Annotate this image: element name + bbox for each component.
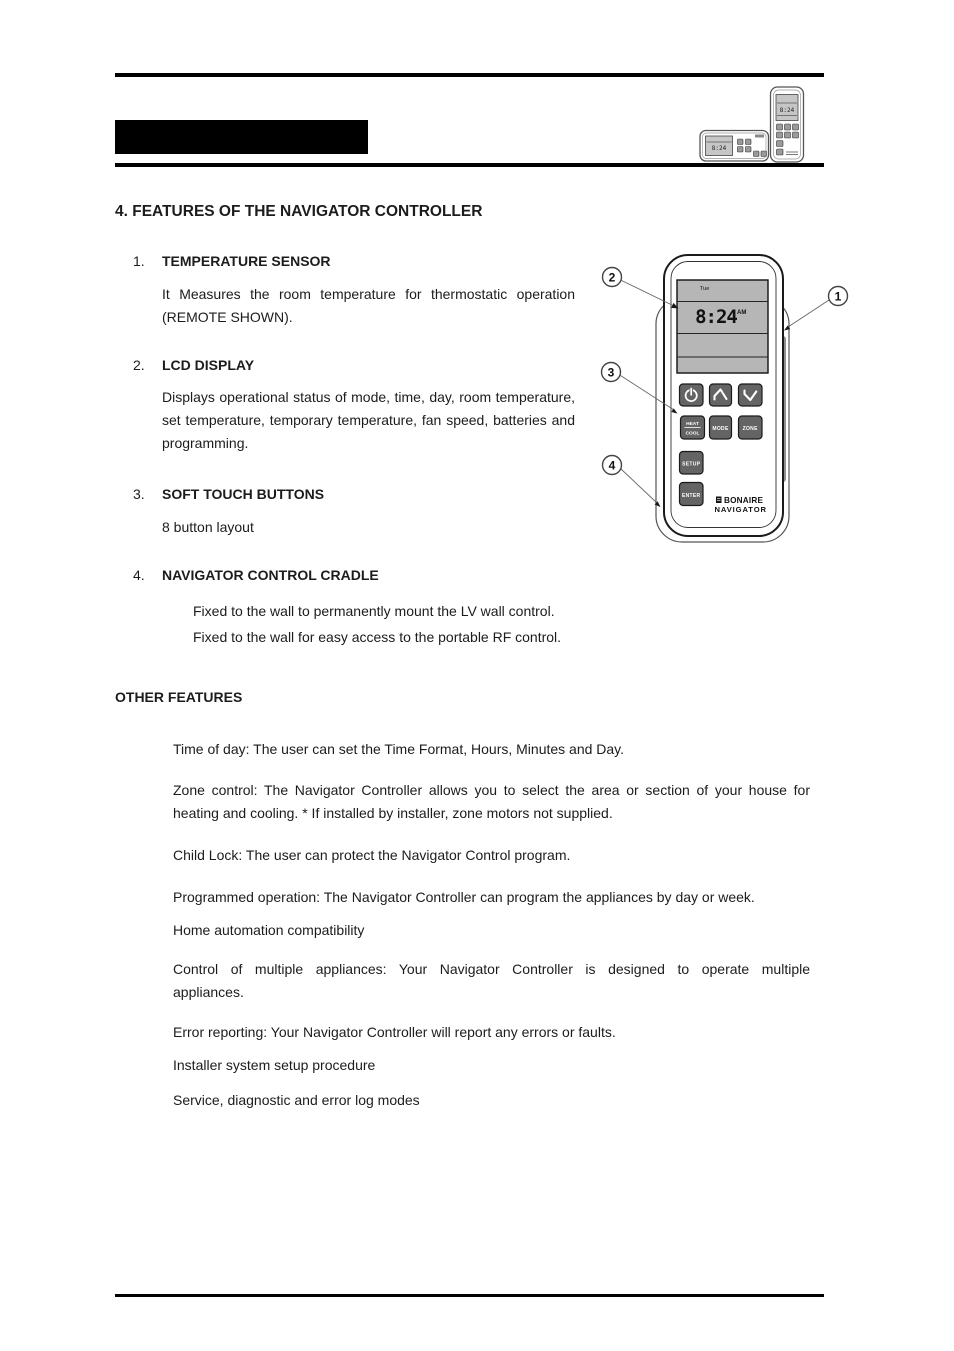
cool-label: COOL [685,431,700,437]
lcd-meridiem: AM [737,310,747,316]
feature-3-heading: SOFT TOUCH BUTTONS [162,486,325,502]
other-feature-7 [173,1021,810,1044]
feature-4-line-1: Fixed to the wall to permanently mount the LV wall control. [193,603,555,619]
setup-label: SETUP [682,461,701,468]
feature-4-body [193,598,613,650]
thumb-wall-time: 8:24 [711,145,727,152]
navigator-controller-illustration [595,248,954,548]
feature-1-heading: TEMPERATURE SENSOR [162,253,331,269]
feature-3-number: 3. [133,486,145,502]
other-feature-7-line-1: Error reporting: Your Navigator Controller will report any errors or faults. [173,1024,616,1040]
callout-4-label: 4 [608,458,616,473]
feature-1-number: 1. [133,253,145,269]
brand-name: BONAIRE [724,496,764,505]
feature-2-body [162,386,575,455]
feature-2-heading: LCD DISPLAY [162,357,255,373]
zone-label: ZONE [742,426,758,432]
power-button [680,384,704,406]
callout-4 [603,456,622,475]
feature-1-line-2: (REMOTE SHOWN). [162,309,293,325]
zone-button [739,416,763,439]
lcd-time: 8:24 [695,306,737,328]
other-feature-2 [173,779,810,825]
down-button [739,384,763,406]
other-feature-4 [173,886,810,909]
feature-2-line-1: Displays operational status of mode, time, day, room temperature, [162,389,575,405]
callout-1-label: 1 [834,289,842,304]
callout-2-label: 2 [608,270,616,285]
brand-model: NAVIGATOR [714,505,767,514]
other-feature-9-line-1: Service, diagnostic and error log modes [173,1092,420,1108]
footer-rule [115,1294,824,1297]
feature-2-line-2: set temperature, temporary temperature, fan speed, batteries and [162,412,575,428]
lcd-display [677,280,768,373]
thumb-wall-label [755,135,764,138]
enter-button [680,483,704,506]
feature-4-line-2: Fixed to the wall for easy access to the portable RF control. [193,629,562,645]
mode-label: MODE [712,426,729,432]
header-title-block [115,120,368,154]
callout-3-label: 3 [607,365,615,380]
enter-label: ENTER [681,493,701,499]
feature-3-line-1: 8 button layout [162,519,254,535]
other-feature-2-line-1: Zone control: The Navigator Controller allows you to select the area or section of your house for [173,782,810,798]
other-feature-8-line-1: Installer system setup procedure [173,1057,376,1073]
other-feature-3 [173,844,810,867]
other-feature-3-line-1: Child Lock: The user can protect the Navigator Control program. [173,847,571,863]
heat-label: HEAT [686,422,699,427]
feature-1-line-1: It Measures the room temperature for thermostatic operation [162,286,575,302]
callout-1 [829,287,848,306]
other-feature-1 [173,738,810,761]
feature-1-body [162,283,575,329]
callout-2 [603,268,622,287]
feature-3-body [162,516,575,539]
other-feature-4-line-1: Programmed operation: The Navigator Controller can program the appliances by day or week. [173,889,755,905]
other-feature-6-line-1: Control of multiple appliances: Your Navigator Controller is designed to operate multiple [173,961,810,977]
other-feature-5-line-1: Home automation compatibility [173,922,365,938]
wall-control-thumbnail [700,131,769,162]
mode-button [710,416,732,439]
feature-4-heading: NAVIGATOR CONTROL CRADLE [162,567,379,583]
heat-cool-button [681,416,705,439]
page-title: 4. FEATURES OF THE NAVIGATOR CONTROLLER [115,203,483,220]
header-top-rule [115,73,824,77]
other-feature-9 [173,1089,810,1112]
feature-2-line-3: programming. [162,435,249,451]
feature-2-number: 2. [133,357,145,373]
callout-3 [602,363,621,382]
setup-button [680,452,704,475]
header-thumbnails [695,84,807,166]
remote-control-thumbnail [771,87,804,162]
lcd-day: Tue [700,286,710,292]
other-feature-2-line-2: heating and cooling. * If installed by installer, zone motors not supplied. [173,805,613,821]
other-feature-8 [173,1054,810,1077]
other-features-heading: OTHER FEATURES [115,689,243,705]
other-feature-5 [173,919,810,942]
other-feature-6 [173,958,810,1004]
other-feature-1-line-1: Time of day: The user can set the Time Format, Hours, Minutes and Day. [173,741,625,757]
brand-mark-icon [716,497,722,504]
up-button [710,384,732,406]
thumb-remote-time: 8:24 [779,107,795,114]
other-feature-6-line-2: appliances. [173,984,244,1000]
feature-4-number: 4. [133,567,145,583]
